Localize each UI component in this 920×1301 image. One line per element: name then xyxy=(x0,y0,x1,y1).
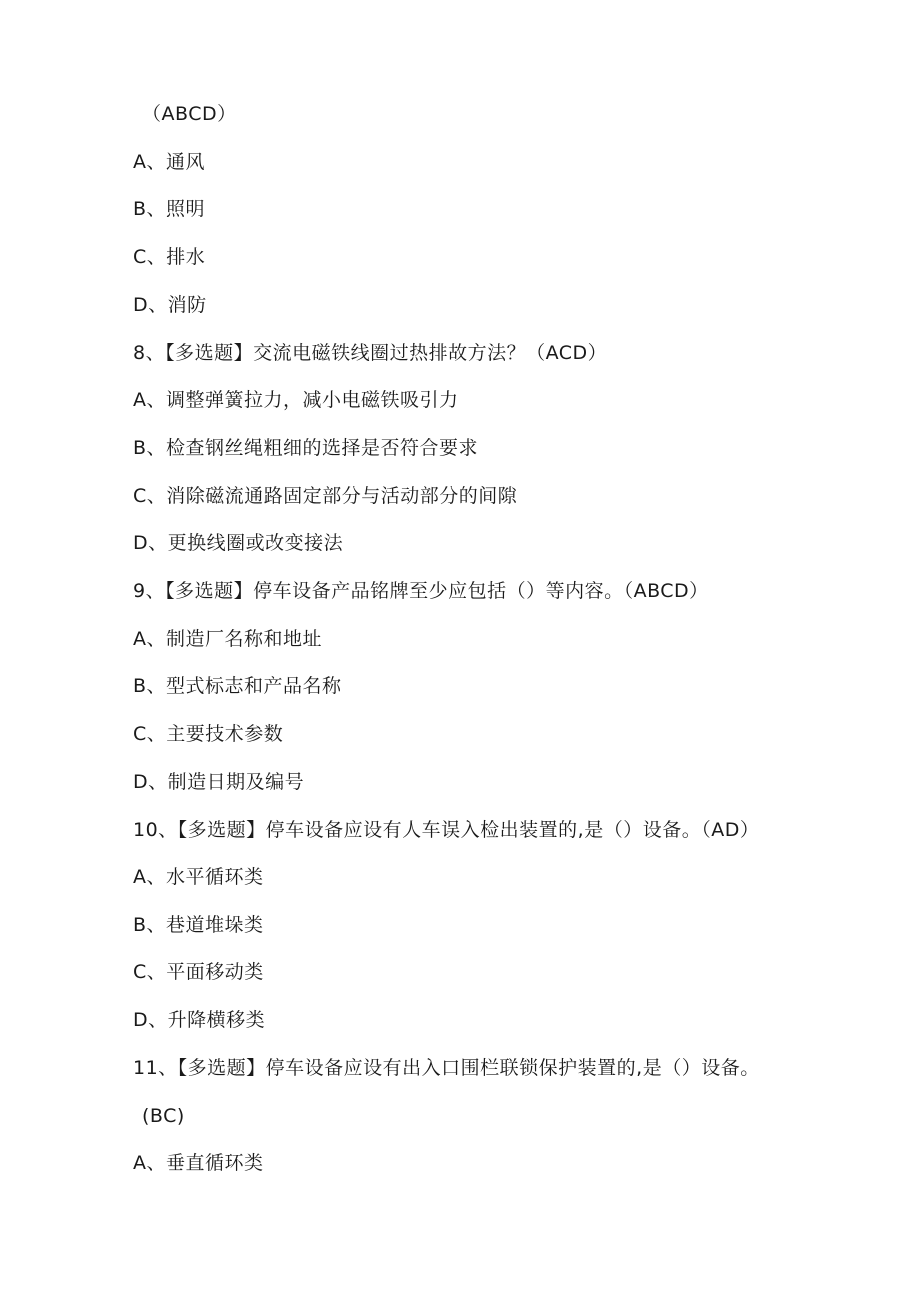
option-line: A、水平循环类 xyxy=(133,866,264,888)
question-line: 8、【多选题】交流电磁铁线圈过热排故方法？（ACD） xyxy=(133,342,608,364)
option-line: D、升降横移类 xyxy=(133,1009,266,1031)
option-line: A、制造厂名称和地址 xyxy=(133,628,322,650)
answer-line: （ABCD） xyxy=(142,103,237,125)
option-line: C、消除磁流通路固定部分与活动部分的间隙 xyxy=(133,485,518,507)
option-line: A、通风 xyxy=(133,151,205,173)
option-line: D、更换线圈或改变接法 xyxy=(133,532,344,554)
option-line: B、巷道堆垛类 xyxy=(133,914,264,936)
answer-line: (BC) xyxy=(142,1105,185,1127)
question-line: 11、【多选题】停车设备应设有出入口围栏联锁保护装置的,是（）设备。 xyxy=(133,1057,760,1079)
option-line: D、制造日期及编号 xyxy=(133,771,305,793)
option-line: C、排水 xyxy=(133,246,206,268)
question-line: 10、【多选题】停车设备应设有人车误入检出装置的,是（）设备。（AD） xyxy=(133,819,760,841)
option-line: B、检查钢丝绳粗细的选择是否符合要求 xyxy=(133,437,479,459)
option-line: A、垂直循环类 xyxy=(133,1152,264,1174)
option-line: C、平面移动类 xyxy=(133,961,264,983)
question-line: 9、【多选题】停车设备产品铭牌至少应包括（）等内容。（ABCD） xyxy=(133,580,709,602)
option-line: C、主要技术参数 xyxy=(133,723,284,745)
option-line: D、消防 xyxy=(133,294,207,316)
option-line: B、照明 xyxy=(133,198,206,220)
option-line: A、调整弹簧拉力，减小电磁铁吸引力 xyxy=(133,389,459,411)
option-line: B、型式标志和产品名称 xyxy=(133,675,342,697)
